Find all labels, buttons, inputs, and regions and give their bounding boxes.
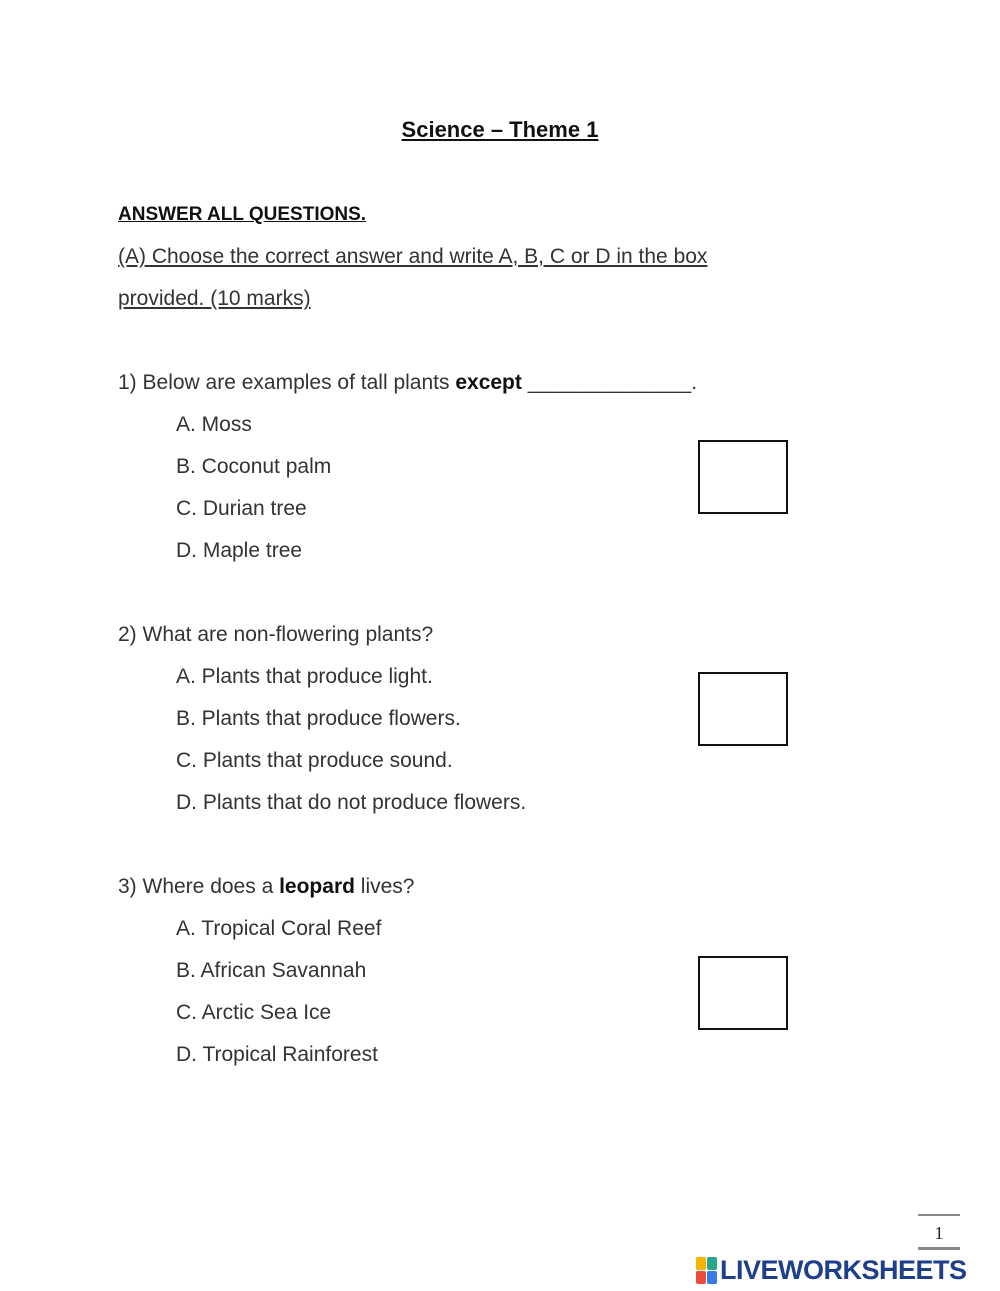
- question-1-option-b: B. Coconut palm: [176, 455, 332, 478]
- question-3-emphasis: leopard: [279, 875, 355, 898]
- logo-block-red: [696, 1271, 706, 1284]
- question-3-option-c: C. Arctic Sea Ice: [176, 1001, 332, 1024]
- question-2: [118, 623, 433, 647]
- question-1-option-c: C. Durian tree: [176, 497, 307, 520]
- section-heading: ANSWER ALL QUESTIONS.: [118, 204, 367, 225]
- question-3-suffix: lives?: [354, 875, 415, 898]
- question-3: [118, 875, 414, 899]
- question-3-answer-box[interactable]: [698, 956, 788, 1030]
- instruction-line-2: provided. (10 marks): [118, 287, 311, 310]
- question-1-option-d: D. Maple tree: [176, 539, 303, 562]
- question-2-option-a: A. Plants that produce light.: [176, 665, 433, 688]
- page-number: 1: [918, 1214, 960, 1250]
- liveworksheets-logo-text: LIVEWORKSHEETS: [720, 1254, 967, 1285]
- question-2-option-c: C. Plants that produce sound.: [176, 749, 453, 772]
- worksheet-title: Science – Theme 1: [401, 117, 599, 142]
- question-3-option-a: A. Tropical Coral Reef: [176, 917, 382, 940]
- instruction-line-1: (A) Choose the correct answer and write A, B, C or D in the box: [118, 245, 708, 268]
- question-1-option-a: A. Moss: [176, 413, 252, 436]
- question-2-option-d: D. Plants that do not produce flowers.: [176, 791, 527, 814]
- question-2-answer-box[interactable]: [698, 672, 788, 746]
- logo-block-blue: [707, 1271, 717, 1284]
- question-3-option-b: B. African Savannah: [176, 959, 367, 982]
- logo-block-green: [707, 1257, 717, 1270]
- question-3-option-d: D. Tropical Rainforest: [176, 1043, 378, 1066]
- liveworksheets-logo-icon: [696, 1257, 717, 1284]
- logo-block-yellow: [696, 1257, 706, 1270]
- question-1-answer-box[interactable]: [698, 440, 788, 514]
- question-1-prefix: 1) Below are examples of tall plants: [118, 371, 456, 394]
- question-3-prefix: 3) Where does a: [118, 875, 280, 898]
- question-2-prefix: 2) What are non-flowering plants?: [118, 623, 434, 646]
- question-2-option-b: B. Plants that produce flowers.: [176, 707, 461, 730]
- question-1-suffix: ______________.: [521, 371, 698, 394]
- question-1: [118, 371, 697, 395]
- question-1-emphasis: except: [455, 371, 522, 394]
- liveworksheets-logo: [696, 1256, 967, 1284]
